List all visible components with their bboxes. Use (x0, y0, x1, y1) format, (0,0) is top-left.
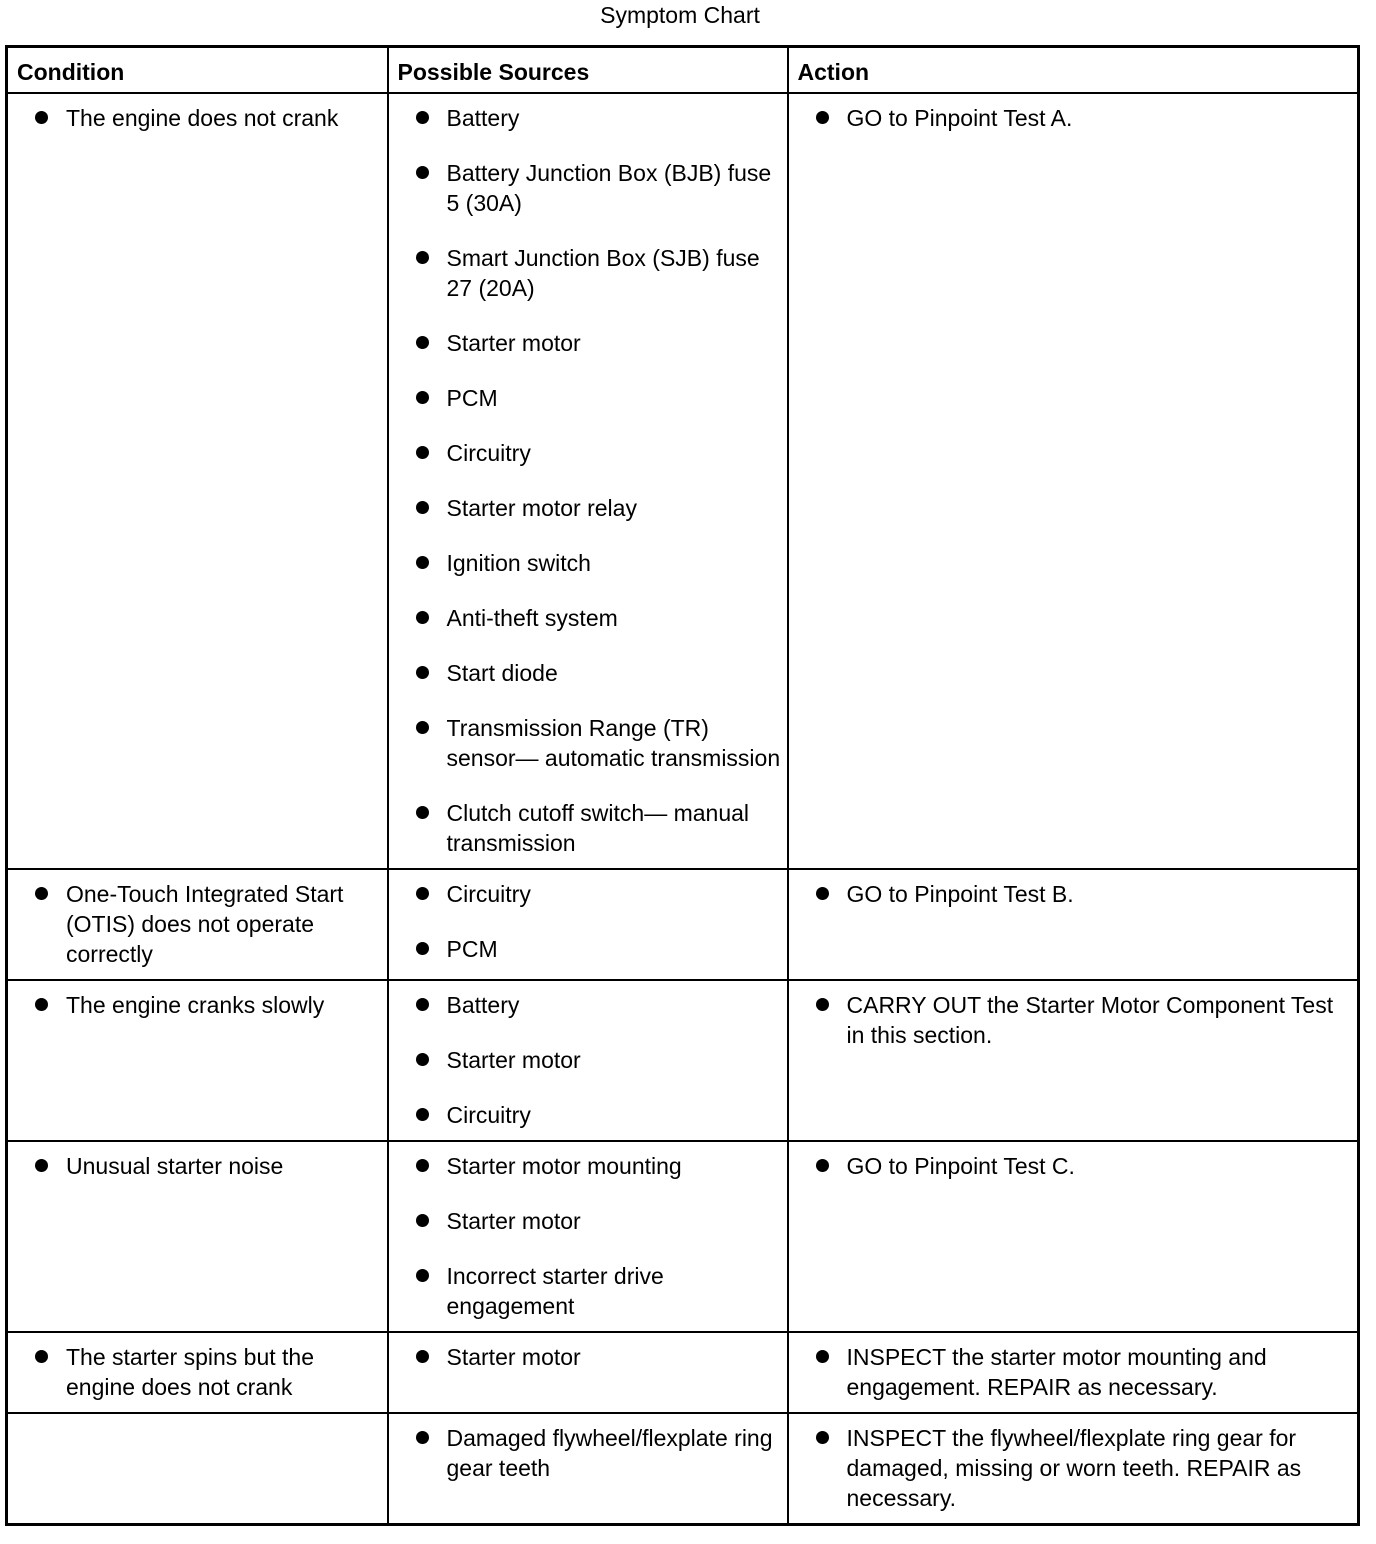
possible-sources-cell (388, 980, 788, 1141)
list-item (389, 1206, 781, 1236)
bullet-list (8, 1342, 381, 1402)
symptom-table (5, 45, 1360, 1526)
bullet-icon (416, 666, 429, 679)
list-item (789, 1423, 1352, 1513)
bullet-icon (416, 446, 429, 459)
bullet-icon (816, 1431, 829, 1444)
possible-sources-cell (388, 93, 788, 869)
bullet-icon (816, 887, 829, 900)
action-cell (788, 1413, 1359, 1525)
bullet-icon (416, 806, 429, 819)
list-item-text: Circuitry (446, 880, 531, 907)
list-item (389, 1342, 781, 1372)
list-item (789, 879, 1352, 909)
column-header-possible-sources: Possible Sources (388, 47, 788, 93)
list-item-text: Damaged flywheel/flexplate ring gear teeth (446, 1424, 773, 1481)
bullet-icon (416, 1053, 429, 1066)
list-item-text: GO to Pinpoint Test B. (846, 880, 1074, 907)
bullet-list (389, 1151, 781, 1321)
list-item (389, 1261, 781, 1321)
list-item-text: GO to Pinpoint Test C. (846, 1152, 1075, 1179)
list-item-text: Anti-theft system (446, 604, 618, 631)
table-row (7, 1141, 1359, 1332)
list-item (389, 934, 781, 964)
list-item (389, 548, 781, 578)
action-cell (788, 93, 1359, 869)
bullet-icon (416, 998, 429, 1011)
bullet-icon (35, 887, 48, 900)
possible-sources-cell (388, 869, 788, 980)
bullet-icon (416, 1214, 429, 1227)
bullet-icon (816, 1350, 829, 1363)
bullet-icon (416, 721, 429, 734)
bullet-list (789, 103, 1352, 133)
bullet-icon (816, 998, 829, 1011)
list-item (789, 103, 1352, 133)
bullet-list (8, 103, 381, 133)
list-item (389, 879, 781, 909)
action-cell (788, 980, 1359, 1141)
bullet-icon (416, 166, 429, 179)
list-item-text: PCM (446, 384, 498, 411)
bullet-icon (416, 251, 429, 264)
list-item (389, 493, 781, 523)
list-item (389, 1151, 781, 1181)
list-item-text: The starter spins but the engine does not crank (66, 1343, 315, 1400)
list-item-text: Start diode (446, 659, 558, 686)
condition-cell (7, 1141, 388, 1332)
bullet-list (389, 879, 781, 964)
list-item (389, 1100, 781, 1130)
possible-sources-cell (388, 1141, 788, 1332)
list-item-text: PCM (446, 935, 498, 962)
list-item (789, 990, 1352, 1050)
list-item-text: Unusual starter noise (66, 1152, 284, 1179)
list-item (8, 1342, 381, 1402)
list-item (8, 990, 381, 1020)
bullet-icon (816, 1159, 829, 1172)
bullet-icon (416, 1431, 429, 1444)
list-item-text: Battery (446, 104, 520, 131)
list-item-text: Starter motor (446, 329, 581, 356)
bullet-icon (416, 1108, 429, 1121)
list-item-text: Battery (446, 991, 520, 1018)
bullet-list (789, 1423, 1352, 1513)
list-item (8, 1151, 381, 1181)
list-item (789, 1151, 1352, 1181)
bullet-icon (416, 556, 429, 569)
list-item-text: One-Touch Integrated Start (OTIS) does not operate correctly (66, 880, 344, 967)
action-cell (788, 1141, 1359, 1332)
condition-cell (7, 1332, 388, 1413)
list-item (789, 1342, 1352, 1402)
list-item (389, 713, 781, 773)
list-item (389, 1423, 781, 1483)
list-item (389, 798, 781, 858)
action-cell (788, 869, 1359, 980)
bullet-icon (416, 391, 429, 404)
list-item (389, 328, 781, 358)
list-item-text: Starter motor (446, 1046, 581, 1073)
list-item (389, 243, 781, 303)
bullet-list (389, 103, 781, 858)
condition-cell (7, 980, 388, 1141)
list-item-text: Smart Junction Box (SJB) fuse 27 (20A) (446, 244, 760, 301)
list-item-text: Ignition switch (446, 549, 591, 576)
bullet-list (789, 1151, 1352, 1181)
list-item-text: Starter motor mounting (446, 1152, 682, 1179)
list-item-text: Starter motor relay (446, 494, 637, 521)
condition-cell (7, 1413, 388, 1525)
action-cell (788, 1332, 1359, 1413)
bullet-icon (416, 1350, 429, 1363)
bullet-list (8, 1151, 381, 1181)
possible-sources-cell (388, 1332, 788, 1413)
bullet-list (789, 879, 1352, 909)
bullet-list (789, 990, 1352, 1050)
list-item-text: Transmission Range (TR) sensor— automatic transmission (446, 714, 781, 771)
list-item (389, 383, 781, 413)
list-item-text: The engine does not crank (66, 104, 339, 131)
table-row (7, 1413, 1359, 1525)
list-item-text: GO to Pinpoint Test A. (846, 104, 1073, 131)
list-item (8, 879, 381, 969)
bullet-list (789, 1342, 1352, 1402)
list-item-text: Circuitry (446, 439, 531, 466)
bullet-icon (416, 611, 429, 624)
list-item-text: Starter motor (446, 1207, 581, 1234)
list-item (389, 158, 781, 218)
bullet-icon (416, 336, 429, 349)
list-item-text: CARRY OUT the Starter Motor Component Test in this section. (846, 991, 1334, 1048)
bullet-icon (35, 111, 48, 124)
list-item (389, 658, 781, 688)
bullet-icon (816, 111, 829, 124)
table-row (7, 1332, 1359, 1413)
condition-cell (7, 869, 388, 980)
bullet-list (389, 990, 781, 1130)
list-item-text: The engine cranks slowly (66, 991, 325, 1018)
list-item-text: Incorrect starter drive engagement (446, 1262, 664, 1319)
possible-sources-cell (388, 1413, 788, 1525)
list-item (389, 1045, 781, 1075)
column-header-action: Action (788, 47, 1359, 93)
list-item (8, 103, 381, 133)
list-item (389, 990, 781, 1020)
table-row (7, 93, 1359, 869)
bullet-list (8, 879, 381, 969)
list-item-text: INSPECT the flywheel/flexplate ring gear for damaged, missing or worn teeth. REPAIR as necessary. (846, 1424, 1302, 1511)
list-item (389, 103, 781, 133)
bullet-icon (35, 998, 48, 1011)
list-item-text: Clutch cutoff switch— manual transmission (446, 799, 750, 856)
bullet-list (389, 1342, 781, 1372)
bullet-icon (35, 1159, 48, 1172)
bullet-list (389, 1423, 781, 1483)
list-item-text: INSPECT the starter motor mounting and engagement. REPAIR as necessary. (846, 1343, 1267, 1400)
list-item (389, 438, 781, 468)
column-header-condition: Condition (7, 47, 388, 93)
list-item-text: Circuitry (446, 1101, 531, 1128)
list-item-text: Battery Junction Box (BJB) fuse 5 (30A) (446, 159, 772, 216)
bullet-icon (416, 501, 429, 514)
bullet-icon (416, 1269, 429, 1282)
page-title: Symptom Chart (600, 2, 760, 28)
bullet-icon (416, 1159, 429, 1172)
table-header-row (7, 47, 1359, 93)
bullet-icon (35, 1350, 48, 1363)
table-row (7, 980, 1359, 1141)
condition-cell (7, 93, 388, 869)
bullet-list (8, 990, 381, 1020)
table-row (7, 869, 1359, 980)
bullet-icon (416, 942, 429, 955)
list-item-text: Starter motor (446, 1343, 581, 1370)
list-item (389, 603, 781, 633)
bullet-icon (416, 887, 429, 900)
bullet-icon (416, 111, 429, 124)
table-body (7, 93, 1359, 1525)
